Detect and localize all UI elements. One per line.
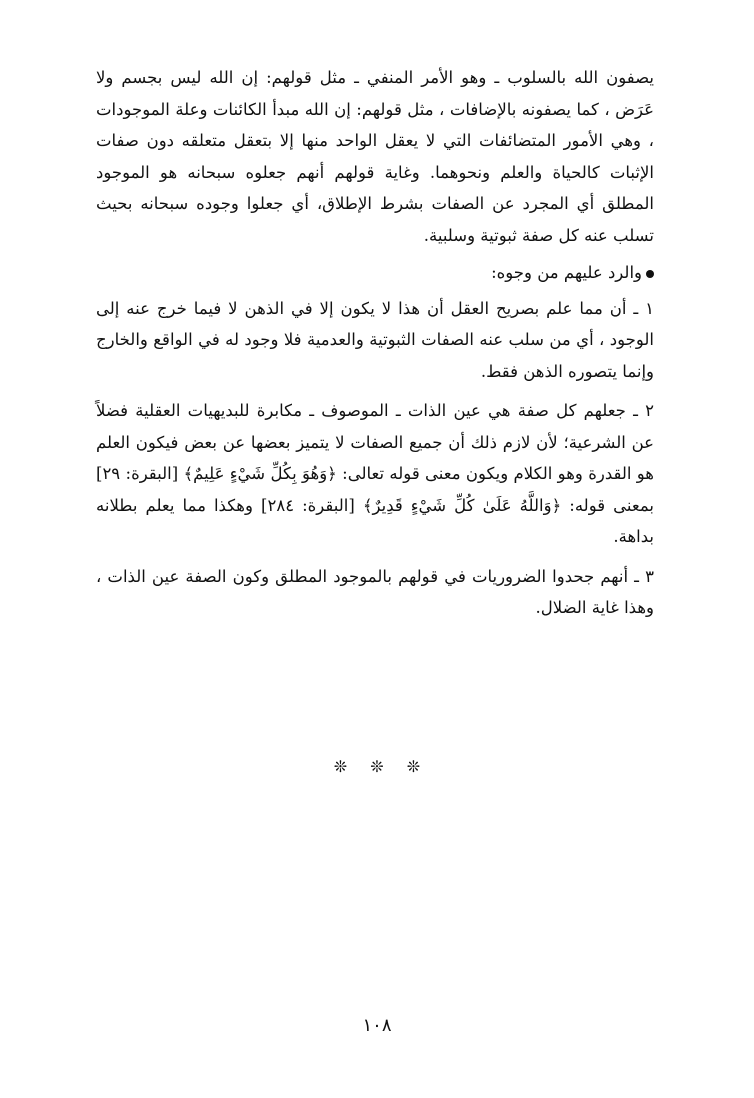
response-heading [96, 257, 654, 289]
intro-paragraph: يصفون الله بالسلوب ـ وهو الأمر المنفي ـ مثل قولهم: إن الله ليس بجسم ولا عَرَض ، كما يصفونه بالإضافات ، مثل قولهم: إن الله مبدأ الكائنات وعلة الموجودات ، وهي الأمور المتضائفات التي لا يعقل الواحد منها إلا بتعقل متعلقه دون صفات الإثبات كالحياة والعلم ونحوهما. وغاية قولهم أنهم جعلوه سبحانه هو الموجود المطلق أي المجرد عن الصفات بشرط الإطلاق، أي جعلوا وجوده سبحانه بحيث تسلب عنه كل صفة ثبوتية وسلبية. [96, 68, 654, 245]
point-3: ٣ ـ أنهم جحدوا الضروريات في قولهم بالموجود المطلق وكون الصفة عين الذات ، وهذا غاية الضلال. [96, 566, 654, 617]
response-heading-text: والرد عليهم من وجوه: [491, 263, 642, 282]
ornament-icon: ❊ [333, 757, 348, 776]
page-number: ١٠٨ [362, 1015, 392, 1036]
point-1: ١ ـ أن مما علم بصريح العقل أن هذا لا يكون إلا في الذهن لا فيما خرج عنه إلى الوجود ، أي من سلب عنه الصفات الثبوتية والعدمية فلا وجود له في الواقع والخارج وإنما يتصوره الذهن فقط. [96, 298, 654, 381]
ornament-icon: ❊ [406, 757, 421, 776]
document-body [96, 62, 654, 624]
section-divider [0, 757, 754, 776]
point-2: ٢ ـ جعلهم كل صفة هي عين الذات ـ الموصوف ـ مكابرة للبديهيات العقلية فضلاً عن الشرعية؛ لأن لازم ذلك أن جميع الصفات لا يتميز بعضها عن بعض فيكون العلم هو القدرة وهو الكلام ويكون معنى قوله تعالى: ﴿وَهُوَ بِكُلِّ شَيْءٍ عَلِيمٌ﴾ [البقرة: ٢٩] بمعنى قوله: ﴿وَاللَّهُ عَلَىٰ كُلِّ شَيْءٍ قَدِيرٌ﴾ [البقرة: ٢٨٤] وهكذا مما يعلم بطلانه بداهة. [96, 401, 654, 546]
ornament-icon: ❊ [370, 757, 384, 776]
bullet-icon [646, 270, 654, 278]
